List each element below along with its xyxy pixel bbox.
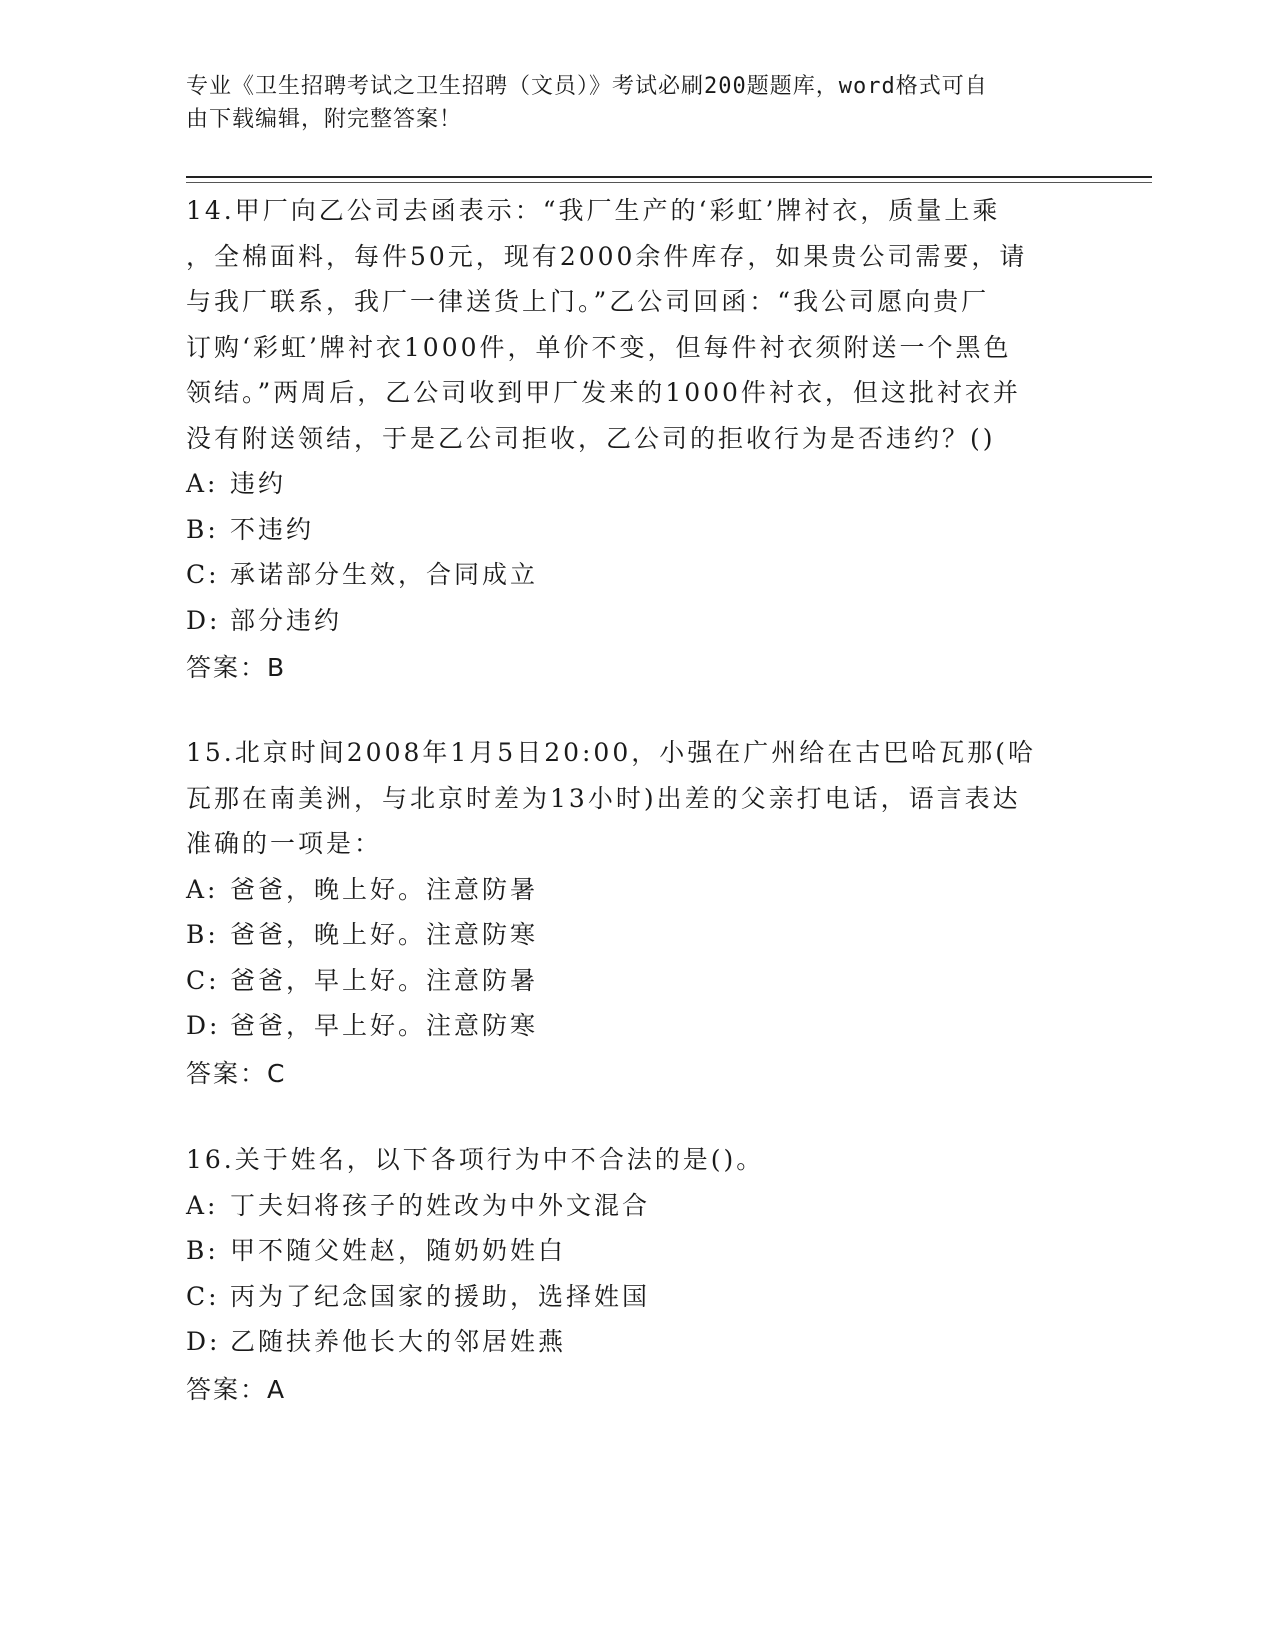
answer-label: 答案：B <box>186 653 287 682</box>
option-letter: D: <box>186 605 221 635</box>
option-b <box>186 912 1086 958</box>
answer-label: 答案：C <box>186 1058 287 1088</box>
question-stem-line: 16.关于姓名，以下各项行为中不合法的是()。 <box>186 1145 765 1174</box>
question-stem-line: 14.甲厂向乙公司去函表示：“我厂生产的‘彩虹’牌衬衣，质量上乘 <box>186 196 1001 225</box>
option-letter: B: <box>186 1236 219 1265</box>
option-c <box>186 1274 1086 1320</box>
option-letter: A: <box>186 469 219 498</box>
option-letter: B: <box>186 920 219 949</box>
option-letter: C: <box>186 560 220 589</box>
question-15 <box>186 730 1086 1096</box>
question-16 <box>186 1137 1086 1412</box>
option-c <box>186 552 1086 598</box>
header-line-2: 由下载编辑，附完整答案！ <box>186 107 463 132</box>
question-14 <box>186 188 1086 691</box>
question-stem-line: 与我厂联系，我厂一律送货上门。”乙公司回函：“我公司愿向贵厂 <box>186 287 990 316</box>
option-a <box>186 1183 1086 1229</box>
question-stem-line: 准确的一项是： <box>186 829 383 858</box>
question-stem-line: 订购‘彩虹’牌衬衣1000件，单价不变，但每件衬衣须附送一个黑色 <box>186 332 1012 362</box>
option-letter: D: <box>186 1011 221 1040</box>
option-text: 爸爸，晚上好。注意防暑 <box>230 874 539 904</box>
header-rule <box>186 176 1152 178</box>
question-stem-line: 瓦那在南美洲，与北京时差为13小时)出差的父亲打电话，语言表达 <box>186 783 1021 813</box>
option-letter: C: <box>186 1281 220 1311</box>
option-b <box>186 1228 1086 1274</box>
option-d <box>186 1319 1086 1365</box>
option-letter: A: <box>186 874 219 904</box>
option-letter: A: <box>186 1190 219 1220</box>
option-d <box>186 1003 1086 1049</box>
option-b <box>186 507 1086 553</box>
question-stem-line: ，全棉面料，每件50元，现有2000余件库存，如果贵公司需要，请 <box>186 241 1028 271</box>
option-text: 丙为了纪念国家的援助，选择姓国 <box>230 1281 651 1311</box>
option-letter: D: <box>186 1327 221 1356</box>
document-header <box>186 70 1066 136</box>
option-letter: C: <box>186 965 220 995</box>
question-stem-line: 领结。”两周后，乙公司收到甲厂发来的1000件衬衣，但这批衬衣并 <box>186 378 1021 407</box>
option-letter: B: <box>186 514 219 544</box>
option-text: 乙随扶养他长大的邻居姓燕 <box>230 1327 567 1356</box>
option-text: 违约 <box>230 469 287 498</box>
option-d <box>186 598 1086 644</box>
option-text: 不违约 <box>230 514 315 544</box>
option-text: 爸爸，晚上好。注意防寒 <box>230 920 539 949</box>
option-a <box>186 867 1086 913</box>
option-a <box>186 461 1086 507</box>
option-text: 承诺部分生效，合同成立 <box>230 560 539 589</box>
option-text: 丁夫妇将孩子的姓改为中外文混合 <box>230 1190 651 1220</box>
answer-label: 答案：A <box>186 1374 287 1404</box>
option-c <box>186 958 1086 1004</box>
option-text: 部分违约 <box>230 605 343 635</box>
header-line-1: 专业《卫生招聘考试之卫生招聘（文员）》考试必刷200题题库，word格式可自 <box>186 74 988 99</box>
question-stem-line: 15.北京时间2008年1月5日20:00，小强在广州给在古巴哈瓦那(哈 <box>186 738 1036 767</box>
option-text: 甲不随父姓赵，随奶奶姓白 <box>230 1236 567 1265</box>
header-rule-secondary <box>186 182 1152 183</box>
question-stem-line: 没有附送领结，于是乙公司拒收，乙公司的拒收行为是否违约？() <box>186 423 996 453</box>
option-text: 爸爸，早上好。注意防寒 <box>230 1011 539 1040</box>
option-text: 爸爸，早上好。注意防暑 <box>230 965 539 995</box>
